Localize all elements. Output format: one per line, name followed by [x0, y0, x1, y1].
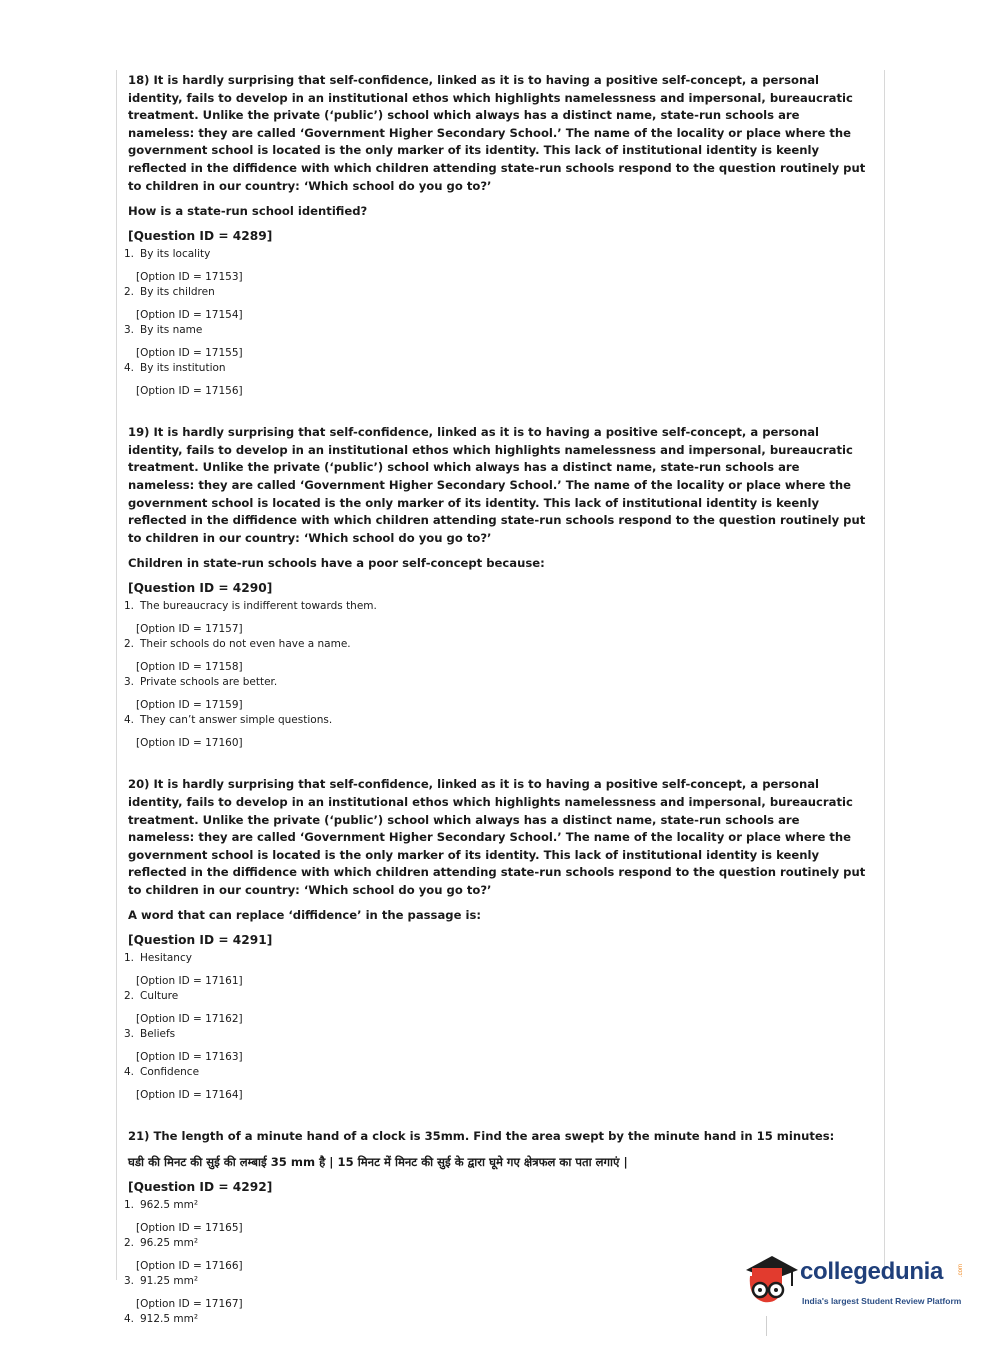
options-list: [124, 599, 868, 750]
option-id: [Option ID = 17162]: [136, 1013, 243, 1026]
logo-suffix: .com: [958, 1264, 964, 1278]
option-text: 962.5 mm²: [140, 1199, 199, 1212]
question-prompt: Children in state-run schools have a poor self-concept because:: [128, 556, 545, 571]
collegedunia-logo: [742, 1250, 972, 1310]
question-19: [124, 424, 868, 750]
option-text: 91.25 mm²: [140, 1275, 199, 1288]
option-id: [Option ID = 17158]: [136, 661, 243, 674]
question-prompt: How is a state-run school identified?: [128, 204, 368, 219]
option-text: The bureaucracy is indifferent towards them.: [140, 600, 377, 613]
option-text: By its institution: [140, 362, 226, 375]
option-text: Private schools are better.: [140, 676, 278, 689]
option-id: [Option ID = 17167]: [136, 1298, 243, 1311]
option-2[interactable]: 2. Culture: [124, 990, 179, 1003]
option-text: Beliefs: [140, 1028, 176, 1041]
question-id: [Question ID = 4291]: [128, 933, 273, 948]
question-id: [Question ID = 4289]: [128, 229, 273, 244]
option-3[interactable]: 3. By its name: [124, 324, 203, 337]
question-passage: 19) It is hardly surprising that self-confidence, linked as it is to having a positive self-concept, a personal identity, fails to develop in an institutional ethos which highlights namelessness and impersonal, bureaucratic treatment. Unlike the private (‘public’) school which always has a distinct name, state-run schools are nameless: they are called ‘Government Higher Secondary School.’ The name of the locality or place where the government school is located is the only marker of its identity. This lack of institutional identity is keenly reflected in the diffidence with which children attending state-run schools respond to the question routinely put to children in our country: ‘Which school do you go to?’: [128, 425, 866, 545]
question-20: [124, 776, 868, 1102]
question-passage: 18) It is hardly surprising that self-confidence, linked as it is to having a positive self-concept, a personal identity, fails to develop in an institutional ethos which highlights namelessness and impersonal, bureaucratic treatment. Unlike the private (‘public’) school which always has a distinct name, state-run schools are nameless: they are called ‘Government Higher Secondary School.’ The name of the locality or place where the government school is located is the only marker of its identity. This lack of institutional identity is keenly reflected in the diffidence with which children attending state-run schools respond to the question routinely put to children in our country: ‘Which school do you go to?’: [128, 73, 866, 193]
option-2[interactable]: 2. Their schools do not even have a name.: [124, 638, 351, 651]
option-text: Culture: [140, 990, 179, 1003]
mascot-icon: [742, 1250, 802, 1310]
option-3[interactable]: 3. Private schools are better.: [124, 676, 278, 689]
option-text: They can’t answer simple questions.: [140, 714, 333, 727]
option-id: [Option ID = 17161]: [136, 975, 243, 988]
option-2[interactable]: 2. By its children: [124, 286, 215, 299]
question-paper: [124, 72, 868, 1352]
option-text: 96.25 mm²: [140, 1237, 199, 1250]
option-text: Confidence: [140, 1066, 200, 1079]
question-id: [Question ID = 4290]: [128, 581, 273, 596]
option-text: 912.5 mm²: [140, 1313, 199, 1326]
logo-wordmark: collegedunia: [800, 1258, 944, 1285]
option-id: [Option ID = 17160]: [136, 737, 243, 750]
option-1[interactable]: 1. 962.5 mm²: [124, 1199, 199, 1212]
options-list: [124, 951, 868, 1102]
option-id: [Option ID = 17153]: [136, 271, 243, 284]
option-4[interactable]: 4. By its institution: [124, 362, 226, 375]
option-text: Their schools do not even have a name.: [140, 638, 351, 651]
option-text: By its name: [140, 324, 203, 337]
option-3[interactable]: 3. 91.25 mm²: [124, 1275, 199, 1288]
option-id: [Option ID = 17156]: [136, 385, 243, 398]
option-text: Hesitancy: [140, 952, 192, 965]
option-id: [Option ID = 17163]: [136, 1051, 243, 1064]
question-prompt-hindi: घडी की मिनट की सुई की लम्बाई 35 mm है | 15 मिनट में मिनट की सुई के द्वारा घूमे गए क्षेत्रफल का पता लगाएं |: [128, 1155, 628, 1170]
question-18: [124, 72, 868, 398]
option-text: By its locality: [140, 248, 211, 261]
option-1[interactable]: 1. By its locality: [124, 248, 211, 261]
question-passage: 21) The length of a minute hand of a clock is 35mm. Find the area swept by the minute hand in 15 minutes:: [128, 1129, 835, 1144]
option-id: [Option ID = 17166]: [136, 1260, 243, 1273]
option-4[interactable]: 4. Confidence: [124, 1066, 200, 1079]
option-3[interactable]: 3. Beliefs: [124, 1028, 176, 1041]
options-list: [124, 247, 868, 398]
option-1[interactable]: 1. The bureaucracy is indifferent towards them.: [124, 600, 377, 613]
question-prompt: A word that can replace ‘diffidence’ in the passage is:: [128, 908, 481, 923]
question-passage: 20) It is hardly surprising that self-confidence, linked as it is to having a positive self-concept, a personal identity, fails to develop in an institutional ethos which highlights namelessness and impersonal, bureaucratic treatment. Unlike the private (‘public’) school which always has a distinct name, state-run schools are nameless: they are called ‘Government Higher Secondary School.’ The name of the locality or place where the government school is located is the only marker of its identity. This lack of institutional identity is keenly reflected in the diffidence with which children attending state-run schools respond to the question routinely put to children in our country: ‘Which school do you go to?’: [128, 777, 866, 897]
option-id: [Option ID = 17164]: [136, 1089, 243, 1102]
option-id: [Option ID = 17154]: [136, 309, 243, 322]
question-id: [Question ID = 4292]: [128, 1180, 273, 1195]
option-id: [Option ID = 17155]: [136, 347, 243, 360]
page-border-left: [116, 70, 117, 1280]
option-text: By its children: [140, 286, 215, 299]
option-4[interactable]: 4. 912.5 mm²: [124, 1313, 199, 1326]
option-1[interactable]: 1. Hesitancy: [124, 952, 192, 965]
option-4[interactable]: 4. They can’t answer simple questions.: [124, 714, 333, 727]
page-border-right: [884, 70, 885, 1280]
logo-tagline: India's largest Student Review Platform: [802, 1296, 962, 1306]
option-id: [Option ID = 17165]: [136, 1222, 243, 1235]
option-id: [Option ID = 17157]: [136, 623, 243, 636]
option-2[interactable]: 2. 96.25 mm²: [124, 1237, 199, 1250]
option-id: [Option ID = 17159]: [136, 699, 243, 712]
